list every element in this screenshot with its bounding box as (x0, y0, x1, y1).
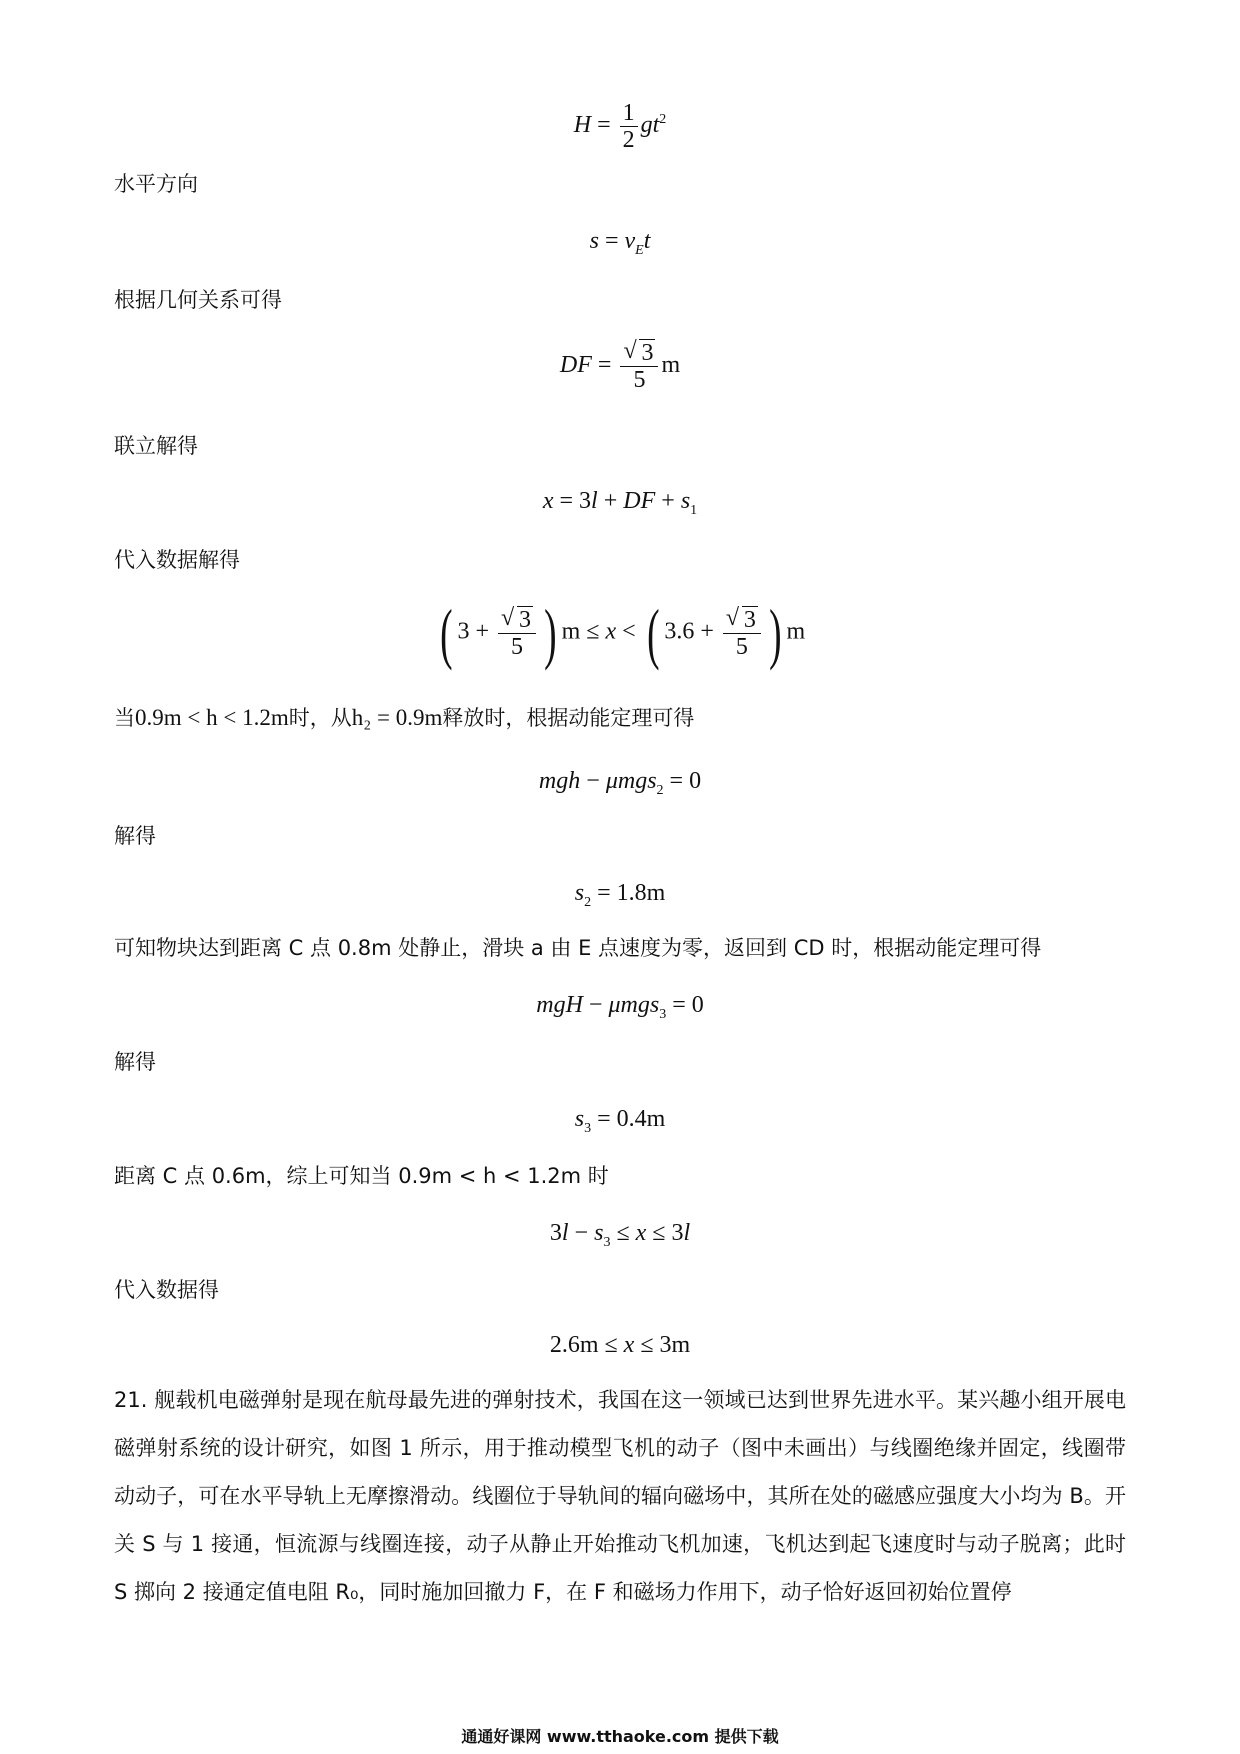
equation-range3: 2.6m ≤ x ≤ 3m (549, 1332, 691, 1358)
case-h2: h₂ = 0.9m (351, 705, 443, 730)
equation-h: H = $\frac{1}{2}$ $gt^2$ (573, 100, 667, 153)
text-horizontal: 水平方向 (114, 172, 198, 196)
text-solve1: 解得 (114, 824, 156, 848)
equation-x: x = 3l + DF + $s_1$ (542, 488, 698, 518)
equation-energy1: mgh − μmgs$_2$ = 0 (538, 768, 702, 798)
equation-df: DF = √ $\frac{3}{5}$ m (0, 340, 1240, 393)
footer-watermark: 通通好课网 www.tthaoke.com 提供下载 (461, 1727, 779, 1746)
equation-s2: $s_2 = 1.8m$ (574, 880, 666, 910)
text-combine: 联立解得 (114, 434, 198, 458)
text-distance: 距离 C 点 0.6m，综上可知当 0.9m < h < 1.2m 时 (114, 1164, 609, 1188)
equation-energy2: mgH − μmgs$_3$ = 0 (536, 992, 704, 1022)
case-prefix: 当 (114, 706, 135, 730)
text-substitute2: 代入数据得 (114, 1278, 219, 1302)
equation-range1: ( 3 + √ $\frac{3}{5}$ ) m ≤ x < ( 3.6 + √ $\frac{3}{5}$ ) m (0, 598, 1240, 668)
problem-21: 21. 舰载机电磁弹射是现在航母最先进的弹射技术，我国在这一领域已达到世界先进水平。某兴趣小组开展电磁弹射系统的设计研究，如图 1 所示，用于推动模型飞机的动子（图中未画出）与线圈绝缘并固定，线圈带动动子，可在水平导轨上无摩擦滑动。线圈位于导轨间的辐向磁场中，其所在处的磁感应强度大小均为 B。开关 S 与 1 接通，恒流源与线圈连接，动子从静止开始推动飞机加速，飞机达到起飞速度时与动子脱离；此时 S 掷向 2 接通定值电阻 R₀，同时施加回撤力 F，在 F 和磁场力作用下，动子恰好返回初始位置停 (114, 1388, 1126, 1604)
text-substitute: 代入数据解得 (114, 548, 240, 572)
text-case (114, 704, 694, 732)
case-mid: 时，从 (288, 706, 352, 730)
case-condition: 0.9m < h < 1.2m (135, 705, 289, 730)
text-reach: 可知物块达到距离 C 点 0.8m 处静止，滑块 a 由 E 点速度为零，返回到 CD 时，根据动能定理可得 (114, 936, 1042, 960)
text-geometry: 根据几何关系可得 (114, 288, 282, 312)
equation-range2: $3l - s_3 \le x \le 3l$ (549, 1220, 691, 1250)
equation-s: $s = v_Et$ (589, 228, 651, 258)
case-suffix: 释放时，根据动能定理可得 (442, 706, 695, 730)
equation-s3: $s_3 = 0.4m$ (574, 1106, 666, 1136)
text-solve2: 解得 (114, 1050, 156, 1074)
